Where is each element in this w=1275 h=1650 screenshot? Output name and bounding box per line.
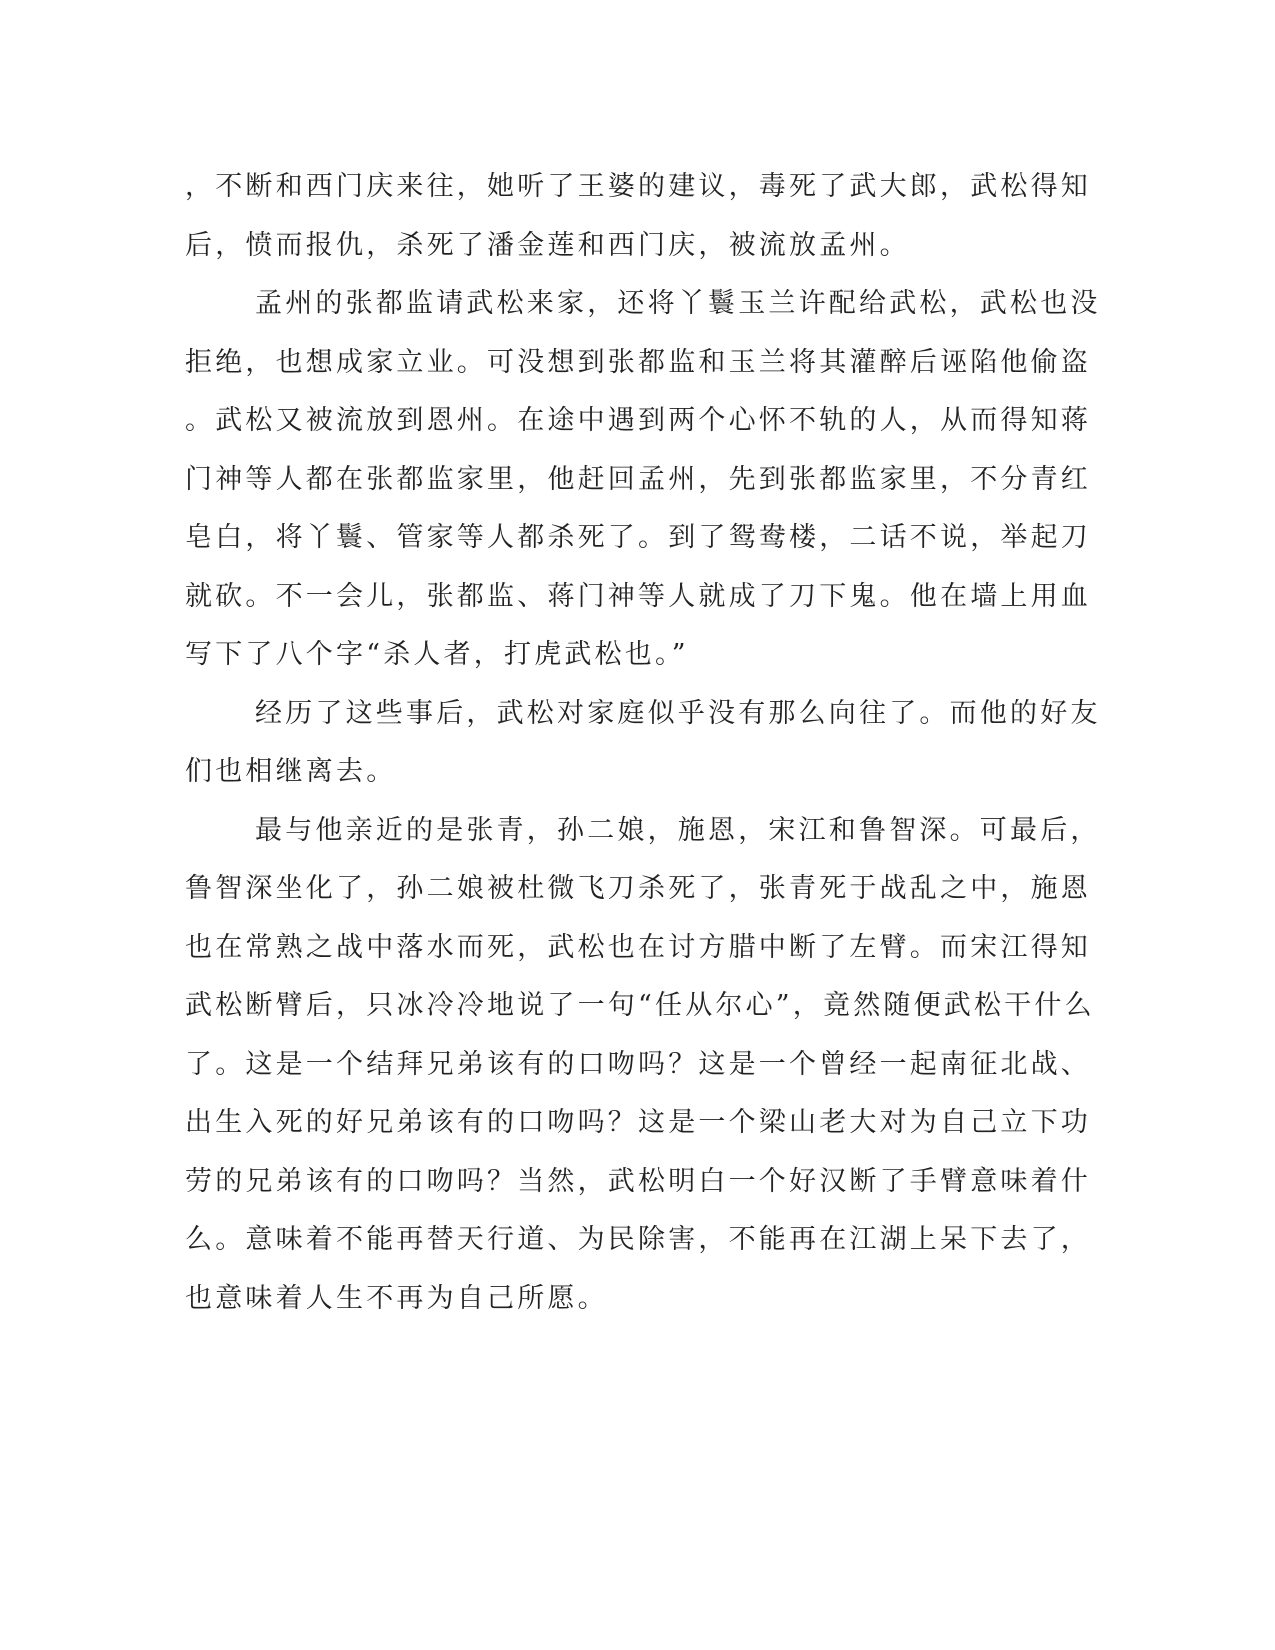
text-line: 门神等人都在张都监家里，他赶回孟州，先到张都监家里，不分青红 [185,463,1091,495]
text-line: 出生入死的好兄弟该有的口吻吗？这是一个梁山老大对为自己立下功 [185,1107,1091,1138]
paragraph-first-line: 孟州的张都监请武松来家，还将丫鬟玉兰许配给武松，武松也没 [255,288,1101,319]
text-line: 了。这是一个结拜兄弟该有的口吻吗？这是一个曾经一起南征北战、 [185,1048,1091,1080]
text-line: 拒绝，也想成家立业。可没想到张都监和玉兰将其灌醉后诬陷他偷盗 [185,346,1091,378]
text-line: 后，愤而报仇，杀死了潘金莲和西门庆，被流放孟州。 [185,229,910,261]
body-text [185,158,1101,1328]
text-line: 鲁智深坐化了，孙二娘被杜微飞刀杀死了，张青死于战乱之中，施恩 [185,873,1091,904]
text-line: 劳的兄弟该有的口吻吗？当然，武松明白一个好汉断了手臂意味着什 [185,1165,1091,1197]
text-line: 也意味着人生不再为自己所愿。 [185,1282,608,1314]
paragraph-first-line: 最与他亲近的是张青，孙二娘，施恩，宋江和鲁智深。可最后， [255,814,1101,846]
text-line: 。武松又被流放到恩州。在途中遇到两个心怀不轨的人，从而得知蒋 [185,405,1091,436]
text-line: 武松断臂后，只冰冷冷地说了一句“任从尔心”，竟然随便武松干什么 [185,990,1095,1021]
paragraph-first-line: 经历了这些事后，武松对家庭似乎没有那么向往了。而他的好友 [255,697,1101,729]
text-line: 么。意味着不能再替天行道、为民除害，不能再在江湖上呆下去了， [185,1224,1091,1255]
text-line: 也在常熟之战中落水而死，武松也在讨方腊中断了左臂。而宋江得知 [185,931,1091,963]
text-line: 就砍。不一会儿，张都监、蒋门神等人就成了刀下鬼。他在墙上用血 [185,580,1091,612]
text-line: ，不断和西门庆来往，她听了王婆的建议，毒死了武大郎，武松得知 [185,171,1091,202]
text-line: 皂白，将丫鬟、管家等人都杀死了。到了鸳鸯楼，二话不说，举起刀 [185,522,1091,553]
text-line: 写下了八个字“杀人者，打虎武松也。” [185,639,689,670]
text-line: 们也相继离去。 [185,756,397,787]
